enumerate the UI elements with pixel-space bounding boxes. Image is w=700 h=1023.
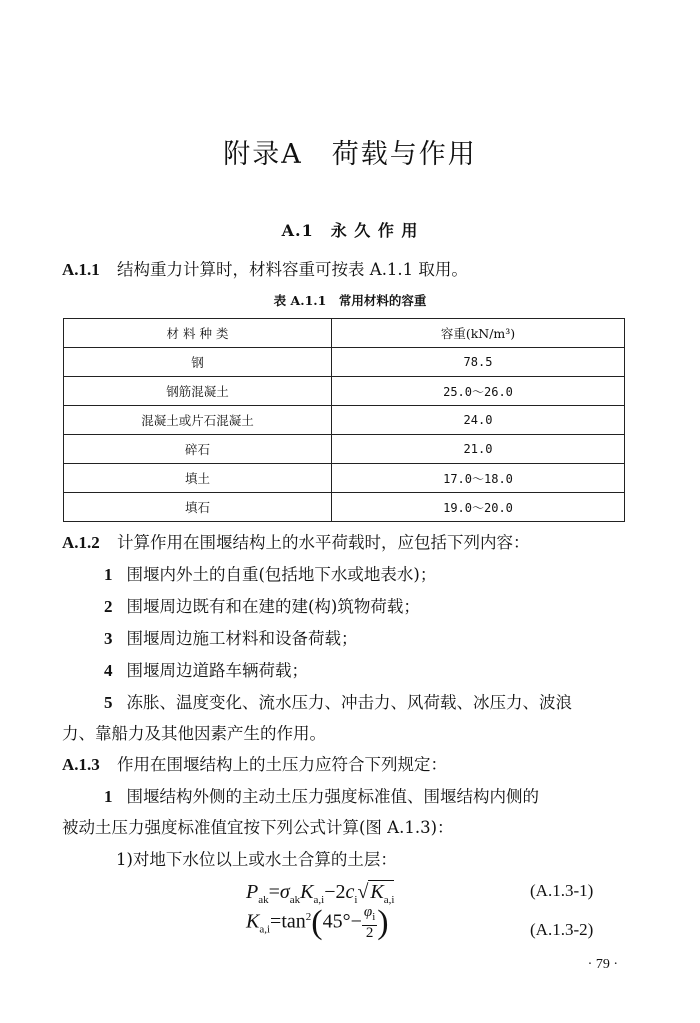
item-text: 围堰内外土的自重(包括地下水或地表水)；: [126, 565, 437, 584]
table-row: [64, 464, 625, 493]
material-cell: 混凝土或片石混凝土: [64, 406, 332, 435]
sub-item: 1)对地下水位以上或水土合算的土层：: [116, 850, 397, 869]
formula-subscript: a,i: [383, 894, 395, 906]
unit-weight-cell: 21.0: [332, 435, 625, 464]
item-text-line1: 冻胀、温度变化、流水压力、冲击力、风荷载、冰压力、波浪: [126, 693, 572, 712]
fraction: [362, 905, 377, 941]
material-cell: 填土: [64, 464, 332, 493]
section-heading: A.1 永 久 作 用: [281, 221, 419, 240]
formula-subscript: ak: [289, 894, 301, 906]
appendix-title: 附录A 荷载与作用: [223, 139, 477, 170]
list-item: [104, 596, 644, 618]
list-item: [104, 660, 644, 682]
formula-operator: =: [268, 881, 280, 903]
item-text: 围堰周边道路车辆荷载；: [126, 661, 308, 680]
column-header-unit-weight: 容重(kN/m³): [332, 319, 625, 348]
list-item: [104, 564, 644, 586]
table-caption: 表 A.1.1 常用材料的容重: [273, 293, 427, 308]
formula-subscript: i: [354, 894, 358, 906]
item-number: 1: [104, 565, 113, 584]
clause-number: A.1.3: [62, 755, 100, 774]
unit-weight-cell: 25.0～26.0: [332, 377, 625, 406]
formula-symbol: φ: [363, 904, 373, 920]
table-row: [64, 493, 625, 522]
clause-number: A.1.1: [62, 260, 100, 279]
formula-a113-2: [246, 905, 389, 941]
item-text-line2: 被动土压力强度标准值宜按下列公式计算(图 A.1.3)：: [62, 818, 454, 837]
column-header-material: 材 料 种 类: [64, 319, 332, 348]
item-text: 围堰周边施工材料和设备荷载；: [126, 629, 358, 648]
formula-operator: =tan: [270, 910, 306, 933]
right-paren: ): [377, 904, 389, 941]
table-header-row: [64, 319, 625, 348]
clause-a113: [62, 754, 642, 776]
unit-weight-cell: 24.0: [332, 406, 625, 435]
item-text: 围堰周边既有和在建的建(构)筑物荷载；: [126, 597, 420, 616]
table-row: [64, 348, 625, 377]
sqrt-sign-icon: √: [357, 881, 369, 903]
clause-a111: [62, 259, 642, 281]
clause-text: 结构重力计算时，材料容重可按表 A.1.1 取用。: [117, 260, 468, 279]
item-text-line1: 围堰结构外侧的主动土压力强度标准值、围堰结构内侧的: [126, 787, 539, 806]
list-item: [62, 786, 642, 808]
unit-weight-cell: 78.5: [332, 348, 625, 377]
equation-number: (A.1.3-1): [530, 881, 594, 900]
clause-text: 作用在围堰结构上的土压力应符合下列规定：: [117, 755, 448, 774]
formula-subscript: a,i: [259, 923, 271, 936]
formula-symbol: K: [246, 910, 260, 933]
unit-weight-cell: 17.0～18.0: [332, 464, 625, 493]
material-cell: 钢筋混凝土: [64, 377, 332, 406]
table-row: [64, 406, 625, 435]
item-number: 2: [104, 597, 113, 616]
list-item: [62, 692, 642, 714]
table-row: [64, 377, 625, 406]
page-number: · 79 ·: [587, 957, 618, 972]
formula-subscript: ak: [258, 894, 269, 906]
left-paren: (: [311, 904, 323, 941]
formula-subscript: a,i: [313, 894, 325, 906]
unit-weight-cell: 19.0～20.0: [332, 493, 625, 522]
formula-angle: 45°−: [322, 910, 362, 933]
formula-symbol: c: [345, 881, 355, 903]
formula-symbol: P: [246, 881, 259, 903]
material-cell: 填石: [64, 493, 332, 522]
formula-symbol: K: [370, 881, 384, 903]
material-cell: 碎石: [64, 435, 332, 464]
radicand: [368, 880, 394, 906]
item-number: 1: [104, 787, 113, 806]
formula-superscript: 2: [305, 910, 312, 923]
formula-subscript: i: [372, 911, 376, 923]
item-number: 4: [104, 661, 113, 680]
item-number: 3: [104, 629, 113, 648]
clause-a112: [62, 532, 642, 554]
equation-number: (A.1.3-2): [530, 920, 594, 939]
formula-operator: −2: [324, 881, 346, 903]
item-text-line2: 力、靠船力及其他因素产生的作用。: [62, 724, 326, 743]
table-row: [64, 435, 625, 464]
formula-symbol: σ: [279, 881, 290, 903]
material-cell: 钢: [64, 348, 332, 377]
formula-symbol: K: [300, 881, 314, 903]
formula-a113-1: [246, 880, 394, 906]
fraction-denominator: 2: [365, 925, 374, 941]
clause-number: A.1.2: [62, 533, 100, 552]
item-number: 5: [104, 693, 113, 712]
clause-text: 计算作用在围堰结构上的水平荷载时，应包括下列内容：: [117, 533, 530, 552]
material-weight-table: [63, 318, 625, 522]
list-item: [104, 628, 644, 650]
